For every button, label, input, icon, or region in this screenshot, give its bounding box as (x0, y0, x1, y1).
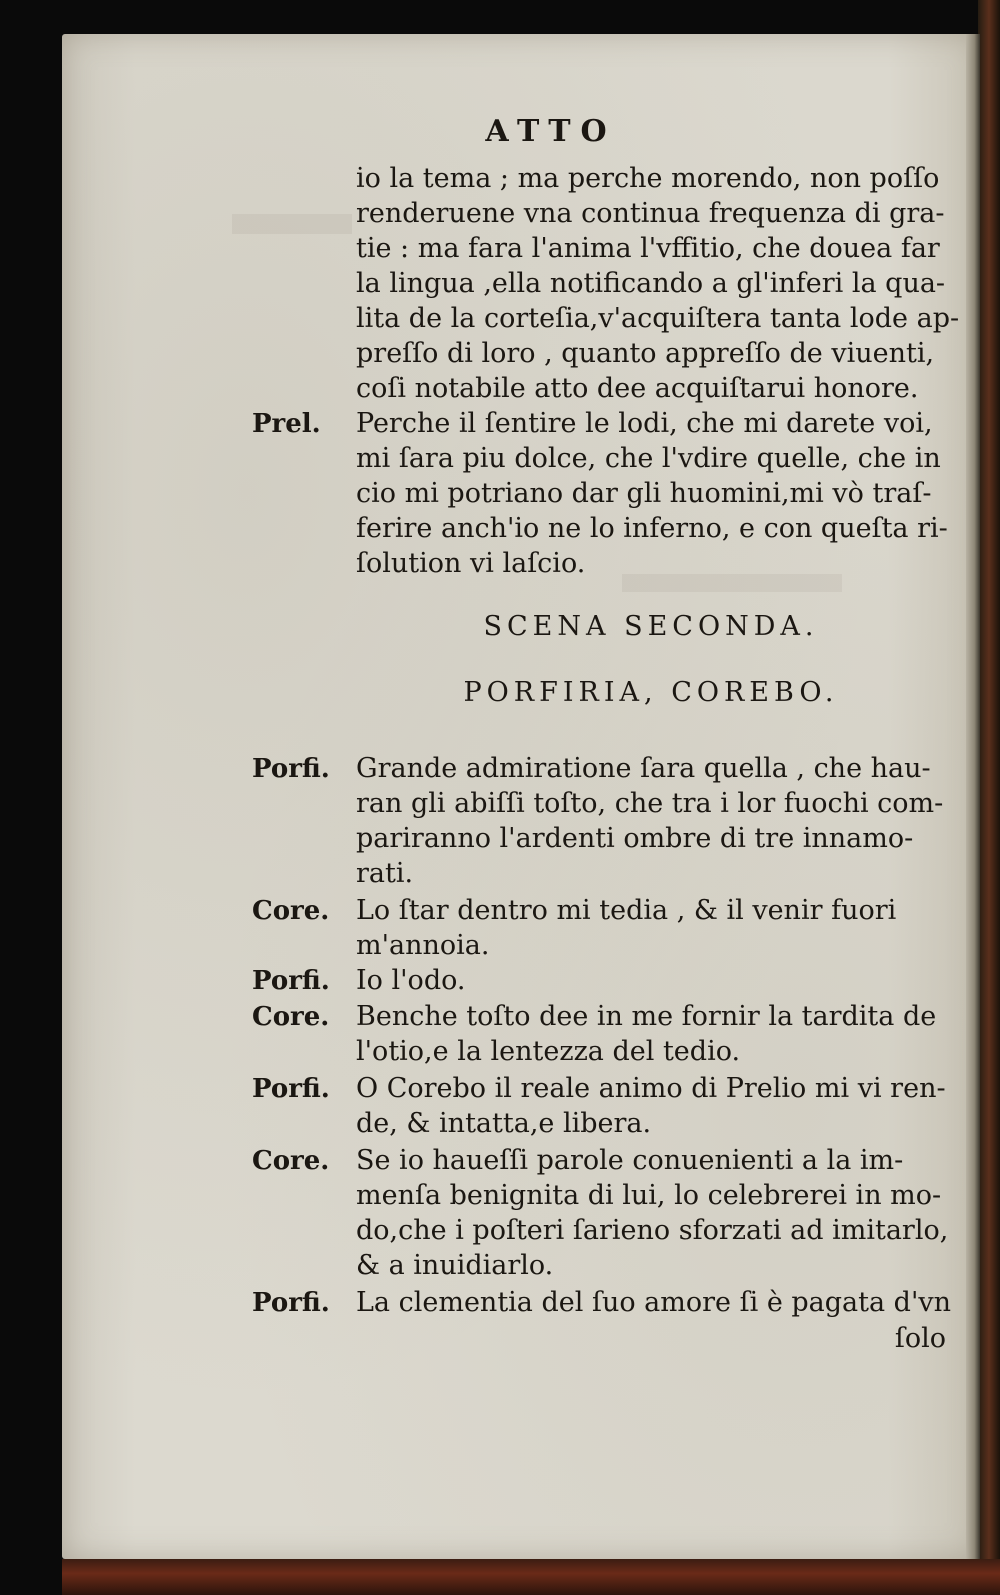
scene-title: SCENA SECONDA. (483, 611, 819, 642)
text-line: Lo ſtar dentro mi tedia , & il venir fuori (356, 895, 897, 926)
speaker-label: Porfi. (252, 1288, 330, 1318)
scene-characters: PORFIRIA, COREBO. (463, 677, 839, 708)
speaker-label: Prel. (252, 409, 321, 439)
text-line: lita de la corteſia,v'acquiſtera tanta lode ap- (356, 303, 960, 334)
text-line: cio mi potriano dar gli huomini,mi vò traſ- (356, 478, 932, 509)
speaker-label: Core. (252, 896, 330, 926)
text-line: do,che i poſteri ſarieno sforzati ad imitarlo, (356, 1215, 949, 1246)
speaker-label: Porfi. (252, 754, 330, 784)
text-line: ferire anch'io ne lo inferno, e con queſta ri- (356, 513, 948, 544)
running-header: ATTO (485, 114, 617, 149)
speaker-label: Porfi. (252, 1074, 330, 1104)
text-line: pariranno l'ardenti ombre di tre innamo- (356, 823, 914, 854)
speaker-label: Porfi. (252, 966, 330, 996)
text-line: Perche il ſentire le lodi, che mi darete voi, (356, 408, 933, 439)
text-line: io la tema ; ma perche morendo, non poſſo (356, 163, 940, 194)
text-line: l'otio,e la lentezza del tedio. (356, 1036, 741, 1067)
text-line: Io l'odo. (356, 965, 466, 996)
text-line: ran gli abiſſi toſto, che tra i lor fuochi com- (356, 788, 944, 819)
text-line: renderuene vna continua frequenza di gra- (356, 198, 945, 229)
text-line: m'annoia. (356, 930, 490, 961)
text-line: Grande admiratione ſara quella , che hau- (356, 753, 931, 784)
text-line: tie : ma fara l'anima l'vffitio, che douea far (356, 233, 940, 264)
text-line: menſa benignita di lui, lo celebrerei in mo- (356, 1180, 942, 1211)
book-page (62, 34, 980, 1559)
text-line: ſolution vi laſcio. (356, 548, 586, 579)
text-line: & a inuidiarlo. (356, 1250, 554, 1281)
book-cover-edge (62, 1559, 1000, 1595)
text-line: La clementia del ſuo amore ſi è pagata d'vn (356, 1287, 952, 1318)
page-text (62, 34, 980, 1559)
speaker-label: Core. (252, 1002, 330, 1032)
catchword: ſolo (894, 1323, 946, 1354)
text-line: mi ſara piu dolce, che l'vdire quelle, che in (356, 443, 941, 474)
text-line: O Corebo il reale animo di Prelio mi vi ren- (356, 1073, 946, 1104)
text-line: preſſo di loro , quanto appreſſo de viuenti, (356, 338, 935, 369)
text-line: de, & intatta,e libera. (356, 1108, 652, 1139)
speaker-label: Core. (252, 1146, 330, 1176)
text-line: rati. (356, 858, 414, 889)
text-line: coſi notabile atto dee acquiſtarui honore. (356, 373, 919, 404)
text-line: Benche toſto dee in me fornir la tardita de (356, 1001, 937, 1032)
book-binding (978, 0, 1000, 1595)
text-line: la lingua ,ella notificando a gl'inferi la qua- (356, 268, 946, 299)
text-line: Se io haueſſi parole conuenienti a la im- (356, 1145, 904, 1176)
